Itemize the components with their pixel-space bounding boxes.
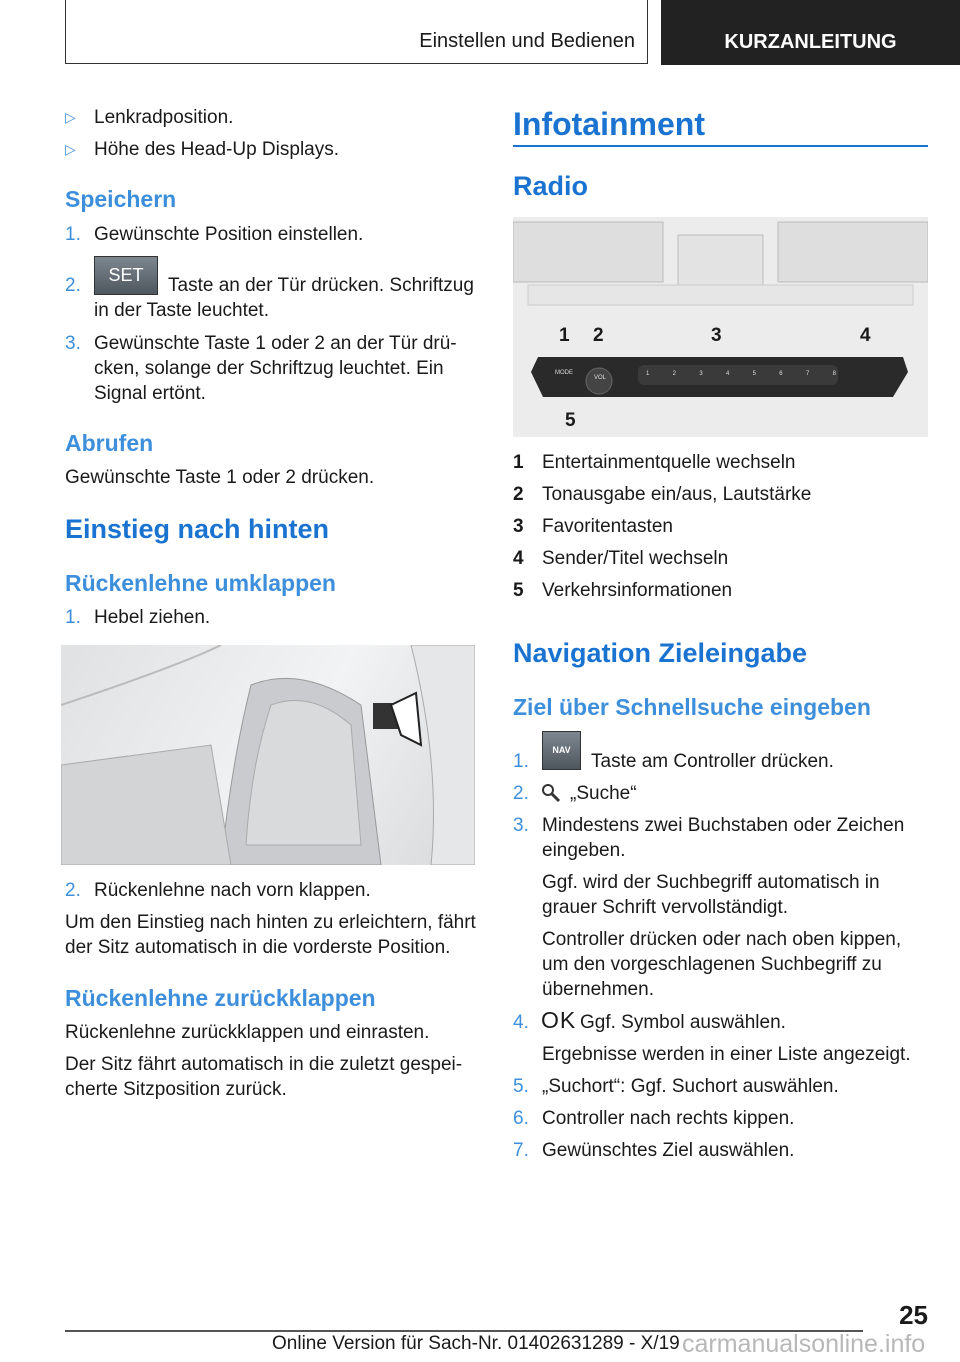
step-number: 2. (513, 783, 529, 804)
header-section: Einstellen und Bedienen (419, 30, 635, 52)
preset-2: 2 (672, 371, 676, 377)
step-text: Signal ertönt. (94, 383, 206, 404)
heading-rule (513, 145, 928, 147)
step-number: 6. (513, 1108, 529, 1129)
paragraph: der Sitz automatisch in die vorderste Position. (65, 937, 451, 958)
step-text: eingeben. (542, 840, 626, 861)
preset-buttons (646, 371, 836, 377)
heading-radio: Radio (513, 171, 589, 201)
step-text: in der Taste leuchtet. (94, 300, 269, 321)
legend-number: 3 (513, 516, 524, 537)
heading-navigation: Navigation Zieleingabe (513, 638, 808, 668)
preset-8: 8 (832, 371, 836, 377)
preset-6: 6 (779, 371, 783, 377)
step-text: Rückenlehne nach vorn klappen. (94, 880, 371, 901)
step-text: Mindestens zwei Buchstaben oder Zeichen (542, 815, 905, 836)
bullet-text: Höhe des Head-Up Displays. (94, 139, 340, 160)
callout-5: 5 (565, 410, 576, 431)
legend-text: Tonausgabe ein/aus, Lautstärke (542, 484, 812, 505)
step-text: Gewünschte Taste 1 oder 2 an der Tür drü- (94, 333, 457, 354)
bullet-icon: ▷ (65, 141, 76, 157)
step-text: „Suche“ (570, 783, 637, 804)
step-text: cken, solange der Schriftzug leuchtet. Ein (94, 358, 444, 379)
radio-panel-image (513, 217, 928, 437)
heading-umklappen: Rückenlehne umklappen (65, 570, 336, 596)
step-number: 3. (513, 815, 529, 836)
preset-3: 3 (699, 371, 703, 377)
step-text: um den vorgeschlagenen Suchbegriff zu (542, 954, 882, 975)
legend-number: 5 (513, 580, 524, 601)
step-text: Ggf. wird der Suchbegriff automatisch in (542, 872, 880, 893)
paragraph: Um den Einstieg nach hinten zu erleichtern, fährt (65, 912, 476, 933)
step-number: 4. (513, 1012, 529, 1033)
step-number: 1. (65, 224, 81, 245)
step-text: Ergebnisse werden in einer Liste angezeigt. (542, 1044, 911, 1065)
legend-text: Verkehrsinformationen (542, 580, 733, 601)
step-number: 3. (65, 333, 81, 354)
paragraph: cherte Sitzposition zurück. (65, 1079, 287, 1100)
mode-button-label: MODE (555, 370, 573, 376)
callout-2: 2 (593, 325, 604, 346)
legend-number: 1 (513, 452, 524, 473)
step-number: 7. (513, 1140, 529, 1161)
vol-knob-label: VOL (594, 375, 607, 381)
step-text: übernehmen. (542, 979, 654, 1000)
ok-icon: OK (541, 1007, 577, 1033)
legend-text: Entertainmentquelle wechseln (542, 452, 796, 473)
heading-speichern: Speichern (65, 186, 177, 212)
footer-text: Online Version für Sach-Nr. 01402631289 - X/19 (272, 1333, 680, 1354)
step-text: Ggf. Symbol auswählen. (580, 1012, 786, 1033)
step-text: Gewünschte Position einstellen. (94, 224, 364, 245)
paragraph: Gewünschte Taste 1 oder 2 drücken. (65, 467, 375, 488)
legend-number: 4 (513, 548, 524, 569)
legend-number: 2 (513, 484, 524, 505)
search-icon (541, 783, 561, 809)
heading-infotainment: Infotainment (513, 106, 705, 142)
step-text: Controller drücken oder nach oben kippen, (542, 929, 902, 950)
step-number: 5. (513, 1076, 529, 1097)
step-text: grauer Schrift vervollständigt. (542, 897, 789, 918)
preset-5: 5 (752, 371, 756, 377)
watermark: carmanualsonline.info (682, 1330, 926, 1358)
bullet-icon: ▷ (65, 109, 76, 125)
seat-lever-image (61, 645, 475, 865)
bullet-text: Lenkradposition. (94, 107, 234, 128)
heading-einstieg: Einstieg nach hinten (65, 514, 330, 544)
step-number: 1. (65, 607, 81, 628)
preset-1: 1 (646, 371, 650, 377)
heading-schnellsuche: Ziel über Schnellsuche eingeben (513, 694, 871, 720)
legend-text: Sender/Titel wechseln (542, 548, 729, 569)
step-text: Controller nach rechts kippen. (542, 1108, 795, 1129)
callout-1: 1 (559, 325, 570, 346)
step-text: „Suchort“: Ggf. Suchort auswählen. (542, 1076, 839, 1097)
heading-abrufen: Abrufen (65, 430, 154, 456)
heading-zurueckklappen: Rückenlehne zurückklappen (65, 985, 376, 1011)
page-number: 25 (899, 1300, 928, 1330)
paragraph: Der Sitz fährt automatisch in die zuletzt gespei- (65, 1054, 463, 1075)
callout-3: 3 (711, 325, 722, 346)
nav-key-icon: NAV (542, 731, 581, 770)
step-text: Taste am Controller drücken. (591, 751, 834, 772)
step-text: Taste an der Tür drücken. Schriftzug (168, 275, 474, 296)
step-text: Gewünschtes Ziel auswählen. (542, 1140, 795, 1161)
step-number: 2. (65, 275, 81, 296)
callout-4: 4 (860, 325, 871, 346)
preset-4: 4 (725, 371, 730, 377)
set-key-icon: SET (94, 256, 158, 295)
paragraph: Rückenlehne zurückklappen und einrasten. (65, 1022, 430, 1043)
preset-7: 7 (805, 371, 810, 377)
legend-text: Favoritentasten (542, 516, 673, 537)
step-number: 1. (513, 751, 529, 772)
step-number: 2. (65, 880, 81, 901)
step-text: Hebel ziehen. (94, 607, 211, 628)
header-tab: KURZANLEITUNG (661, 0, 960, 65)
